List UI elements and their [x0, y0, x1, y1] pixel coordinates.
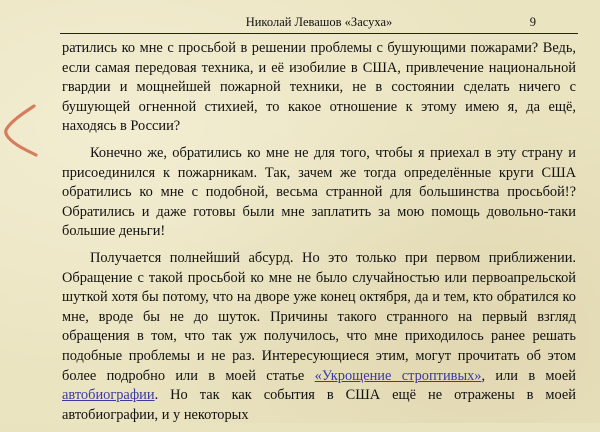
paragraph-3-text-a: Получается полнейший абсурд. Но это только при первом приближении. Обращение с такой просьбой ко мне не было случайностью или первоапрельской шуткой хотя бы потому, что на дворе уже конец октября, да и тем, кто обратился ко мне, вроде бы не до шуток. Причины такого странного на первый взгляд обращения в том, что так уж получилось, что мне приходилось ранее решать подобные проблемы и не раз. Интересующиеся этим, могут прочитать об этом более подробно или в моей статье: [62, 249, 576, 384]
margin-mark-icon: [0, 92, 60, 162]
article-link-taming[interactable]: «Укрощение строптивых»: [314, 367, 482, 384]
paragraph-1: ратились ко мне с просьбой в решении проблемы с бушующими пожарами? Ведь, если самая передовая техника, и её изобилие в США, привлечение национальной гвардии и мощнейшей пожарной техники, не в состоянии сделать ничего с бушующей огненной стихией, то какое отношение к этому имею я, да ещё, находясь в России?: [62, 40, 576, 135]
body-text: [62, 39, 576, 432]
paragraph-3: [62, 249, 576, 425]
autobiography-link[interactable]: автобиографии: [62, 387, 155, 404]
page-number: 9: [529, 15, 536, 29]
page-header: [60, 12, 578, 32]
book-title: Николай Левашов «Засуха»: [245, 15, 393, 29]
paragraph-3-text-c: . Но так как события в США ещё не отражены в моей автобиографии, и у некоторых: [62, 387, 576, 423]
header-divider: [60, 33, 578, 34]
paragraph-2: Конечно же, обратились ко мне не для того, чтобы я приехал в эту страну и присоединился к пожарникам. Так, зачем же тогда определённые круги США обратились ко мне с подобной, весьма странной для большинства просьбой!? Обратились и даже готовы были мне заплатить за мою помощь довольно-таки большие деньги!: [62, 144, 576, 240]
paragraph-3-text-b: , или в моей: [481, 367, 576, 384]
